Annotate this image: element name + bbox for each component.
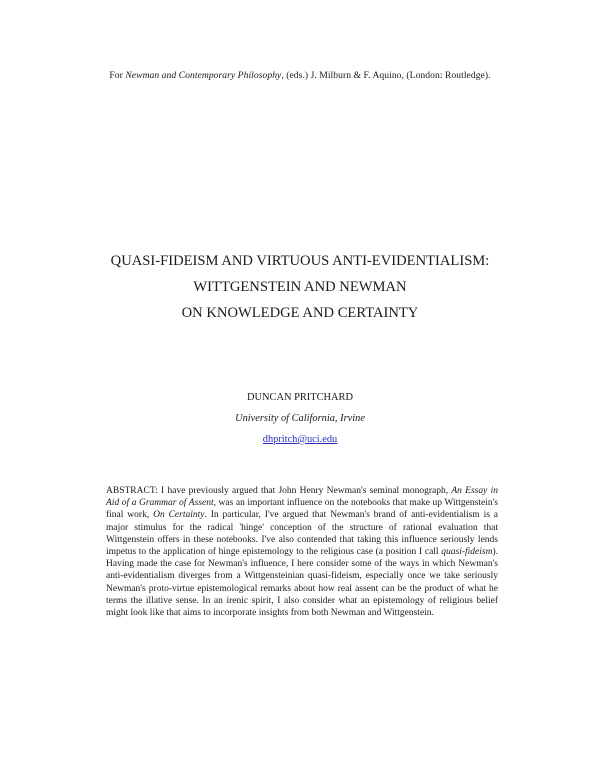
author-email-link[interactable]: dhpritch@uci.edu [262, 434, 338, 445]
author-block [0, 387, 600, 450]
note-prefix: For [109, 70, 126, 81]
abstract-work-2: On Certainty [153, 510, 205, 521]
publication-note [0, 70, 600, 81]
abstract-text-3: . In particular, I've argued that Newman's brand of anti-evidentialism is a major stimulus for the radical 'hinge' conception of the structure of rational evaluation that Wittgenstein offers in these notebooks. I've also contended that taking this influence seriously lends impetus to the application of hinge epistemology to the religious case (a position I call [106, 510, 498, 558]
abstract-term: quasi-fideism [441, 547, 493, 558]
paper-title [0, 248, 600, 326]
abstract-work-1: An Essay in Aid of a Grammar of Assent [106, 486, 498, 509]
abstract-label: ABSTRACT [106, 486, 156, 496]
title-line-3: ON KNOWLEDGE AND CERTAINTY [181, 305, 419, 321]
book-title: Newman and Contemporary Philosophy [125, 70, 282, 81]
author-name: DUNCAN PRITCHARD [247, 392, 353, 403]
abstract-text-4: ). Having made the case for Newman's influence, I here consider some of the ways in which Newman's anti-evidentialism diverges from a Wittgensteinian quasi-fideism, especially once we take seriously Newman's proto-virtue epistemological remarks about how real assent can be the product of what he terms the illative sense. In an irenic spirit, I also consider what an epistemology of religious belief might look like that aims to incorporate insights from both Newman and Wittgenstein. [106, 547, 498, 619]
abstract [106, 485, 498, 619]
author-affiliation: University of California, Irvine [235, 413, 365, 424]
title-line-1: QUASI-FIDEISM AND VIRTUOUS ANTI-EVIDENTIALISM: [110, 253, 490, 269]
title-line-2: WITTGENSTEIN AND NEWMAN [193, 279, 407, 295]
abstract-text-1: : I have previously argued that John Henry Newman's seminal monograph, [155, 486, 452, 496]
note-suffix: , (eds.) J. Milburn & F. Aquino, (London: Routledge). [281, 70, 491, 81]
abstract-text-2: , was an important influence on the notebooks that make up Wittgenstein's final work, [106, 498, 498, 521]
